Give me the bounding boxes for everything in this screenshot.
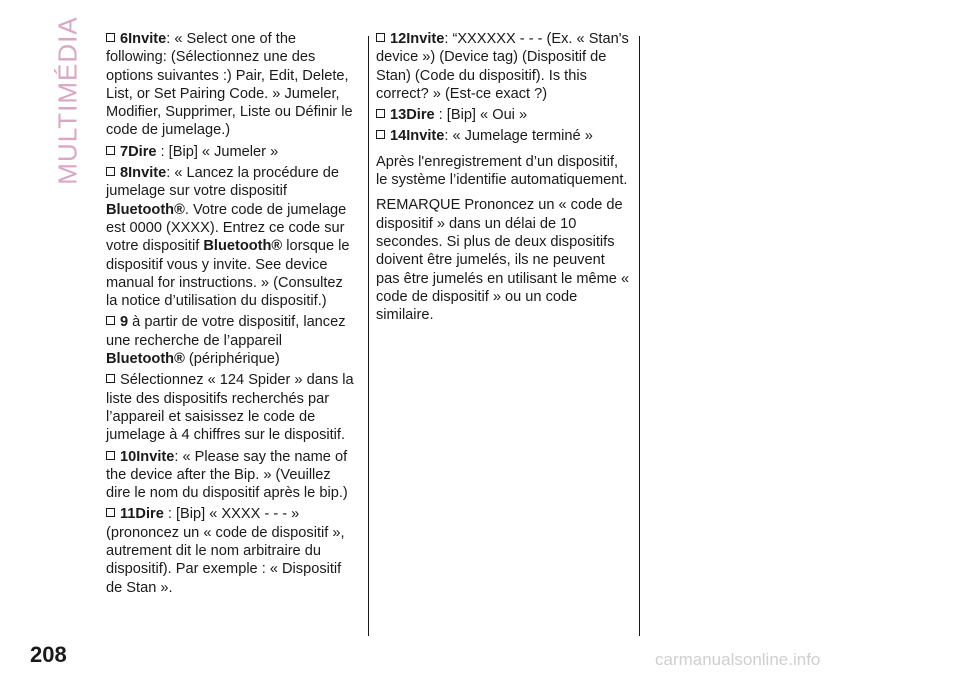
step-11: 11Dire : [Bip] « XXXX - - - » (prononcez un « code de dispositif », autrement dit le nom arbitraire du dispositif). Par exemple : « Dispositif de Stan ». xyxy=(106,506,345,596)
checkbox-icon xyxy=(106,167,115,176)
step-12: 12Invite: “XXXXXX - - - (Ex. « Stan's device ») (Device tag) (Dispositif de Stan) (Code du dispositif). Is this correct? » (Est-ce exact ?) xyxy=(376,31,629,102)
checkbox-icon xyxy=(106,146,115,155)
step-9: 9 à partir de votre dispositif, lancez une recherche de l’appareil Bluetooth® (périphérique) xyxy=(106,314,346,368)
step-8: 8Invite: « Lancez la procédure de jumelage sur votre dispositif Bluetooth®. Votre code de jumelage est 0000 (XXXX). Entrez ce code sur votre dispositif Bluetooth® lorsque le dispositif vous y invite. See device manual for instructions. » (Consultez la notice d’utilisation du dispositif.) xyxy=(106,165,350,310)
column-divider-left xyxy=(368,36,369,636)
checkbox-icon xyxy=(376,109,385,118)
checkbox-icon xyxy=(376,33,385,42)
section-label: MULTIMÉDIA xyxy=(52,15,83,185)
right-column xyxy=(376,30,631,327)
step-10: 10Invite: « Please say the name of the device after the Bip. » (Veuillez dire le nom du dispositif après le bip.) xyxy=(106,448,348,502)
checkbox-icon xyxy=(376,130,385,139)
page-number: 208 xyxy=(30,642,67,667)
step-6: 6Invite: « Select one of the following: (Sélectionnez une des options suivantes :) Pair, Edit, Delete, List, or Set Pairing Code. » Jumeler, Modifier, Supprimer, Liste ou Définir le code de jumelage.) xyxy=(106,31,353,139)
paragraph-note: REMARQUE Prononcez un « code de dispositif » dans un délai de 10 secondes. Si plus de deux dispositifs doivent être jumelés, ils ne peuvent pas être jumelés en utilisant le même « code de dispositif » ou un code similaire. xyxy=(376,197,630,324)
left-column xyxy=(106,30,356,600)
step-9-select: Sélectionnez « 124 Spider » dans la liste des dispositifs recherchés par l’appareil et saisissez le code de jumelage à 4 chiffres sur le dispositif. xyxy=(106,372,354,444)
checkbox-icon xyxy=(106,451,115,460)
checkbox-icon xyxy=(106,316,115,325)
step-14: 14Invite: « Jumelage terminé » xyxy=(376,127,631,145)
column-divider-right xyxy=(639,36,640,636)
step-13: 13Dire : [Bip] « Oui » xyxy=(376,106,631,124)
checkbox-icon xyxy=(106,374,115,383)
checkbox-icon xyxy=(106,508,115,517)
checkbox-icon xyxy=(106,33,115,42)
step-7: 7Dire : [Bip] « Jumeler » xyxy=(106,143,356,161)
watermark: carmanualsonline.info xyxy=(655,650,821,669)
paragraph-registration: Après l'enregistrement d’un dispositif, le système l’identifie automatiquement. xyxy=(376,153,628,189)
